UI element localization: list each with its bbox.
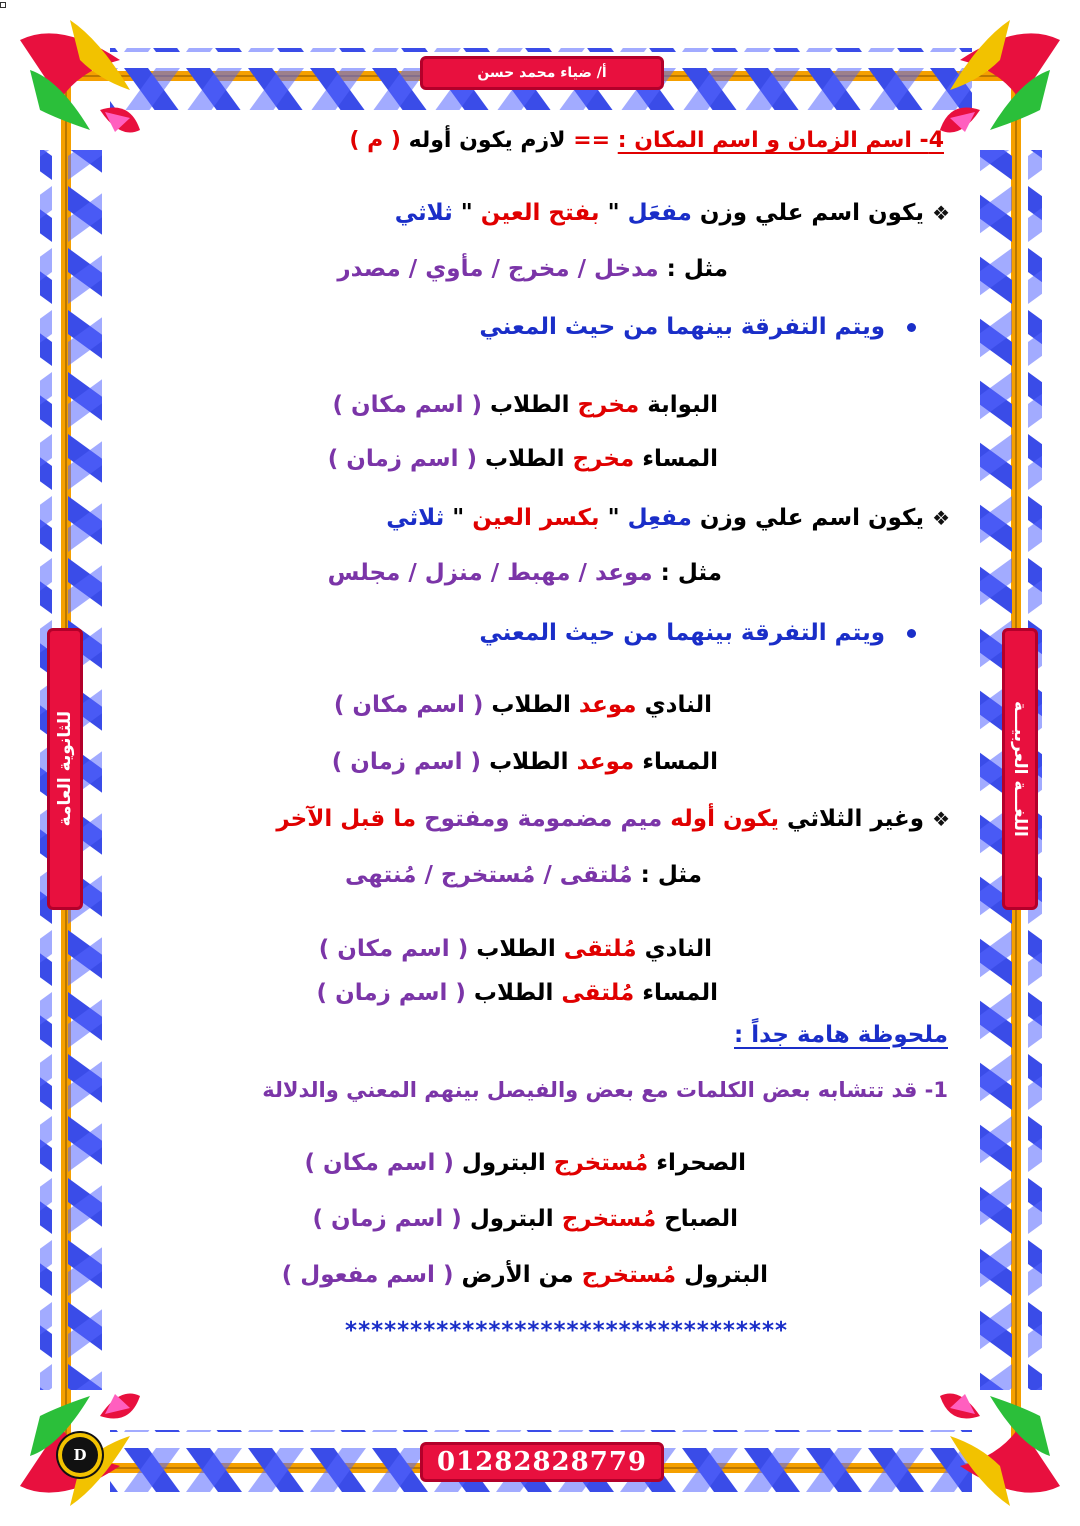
corner-mark bbox=[0, 2, 6, 8]
side-label-left-text: للثانوية العامة bbox=[55, 711, 75, 827]
example-1 bbox=[0, 256, 1080, 282]
rule-1-text: يكون اسم علي وزن bbox=[691, 200, 933, 226]
rule-1-vowel: بفتح العين bbox=[480, 200, 600, 226]
sentence-8: الصباح مُستخرج البترول ( اسم زمان ) bbox=[312, 1206, 738, 1232]
diamond-bullet-icon: ❖ bbox=[932, 201, 950, 225]
example-label: مثل : bbox=[658, 256, 728, 282]
sentence-9: البترول مُستخرج من الأرض ( اسم مفعول ) bbox=[281, 1262, 768, 1288]
note-item-1: 1- قد تتشابه بعض الكلمات مع بعض والفيصل بينهم المعني والدلالة bbox=[262, 1078, 948, 1102]
side-label-right-text: اللغـــة العربيـــة bbox=[1010, 701, 1030, 837]
section-title bbox=[0, 128, 1080, 153]
sentence-1: البوابة مخرج الطلاب ( اسم مكان ) bbox=[332, 392, 718, 418]
rule-2: ❖ يكون اسم علي وزن مفعِل " بكسر العين " ثلاثي bbox=[386, 505, 950, 531]
sentence-6: المساء مُلتقى الطلاب ( اسم زمان ) bbox=[316, 980, 718, 1006]
sentence-2: المساء مخرج الطلاب ( اسم زمان ) bbox=[327, 446, 718, 472]
rule-1-quote: " bbox=[599, 200, 628, 226]
sentence-4: المساء موعد الطلاب ( اسم زمان ) bbox=[331, 749, 718, 775]
title-part2: لازم يكون أوله bbox=[408, 128, 566, 153]
logo-badge: D bbox=[62, 1437, 98, 1473]
title-part1: 4- اسم الزمان و اسم المكان : bbox=[617, 128, 944, 153]
rule-1 bbox=[0, 200, 1080, 226]
bullet-dot-icon bbox=[907, 323, 916, 332]
author-label: أ/ ضياء محمد حسن bbox=[420, 56, 664, 90]
stars-divider: ********************************** bbox=[345, 1318, 788, 1344]
rule-1-pattern: مفعَل bbox=[627, 200, 692, 226]
example-3: مثل : مُلتقى / مُستخرج / مُنتهى bbox=[344, 862, 702, 888]
diamond-bullet-icon: ❖ bbox=[932, 807, 950, 831]
example-2: مثل : موعد / مهبط / منزل / مجلس bbox=[327, 560, 722, 586]
diamond-bullet-icon: ❖ bbox=[932, 506, 950, 530]
difference-text: ويتم التفرقة بينهما من حيث المعني bbox=[479, 314, 885, 340]
rule-1-type: ثلاثي bbox=[394, 200, 453, 226]
title-arrow: == bbox=[565, 128, 618, 153]
example-words: مدخل / مخرج / مأوي / مصدر bbox=[337, 256, 659, 282]
bullet-dot-icon bbox=[907, 629, 916, 638]
title-part3: ( م ) bbox=[349, 128, 409, 153]
rule-3: ❖ وغير الثلاثي يكون أوله ميم مضمومة ومفتوح ما قبل الآخر bbox=[276, 806, 950, 832]
sentence-3: النادي موعد الطلاب ( اسم مكان ) bbox=[333, 692, 712, 718]
difference-note-2: ويتم التفرقة بينهما من حيث المعني bbox=[0, 620, 1080, 646]
phone-label: 01282828779 bbox=[420, 1442, 664, 1482]
difference-note-1 bbox=[0, 314, 1080, 340]
important-note-title: ملحوظة هامة جداً : bbox=[734, 1022, 948, 1048]
sentence-5: النادي مُلتقى الطلاب ( اسم مكان ) bbox=[318, 936, 712, 962]
sentence-7: الصحراء مُستخرج البترول ( اسم مكان ) bbox=[304, 1150, 746, 1176]
rule-1-quote2: " bbox=[452, 200, 481, 226]
